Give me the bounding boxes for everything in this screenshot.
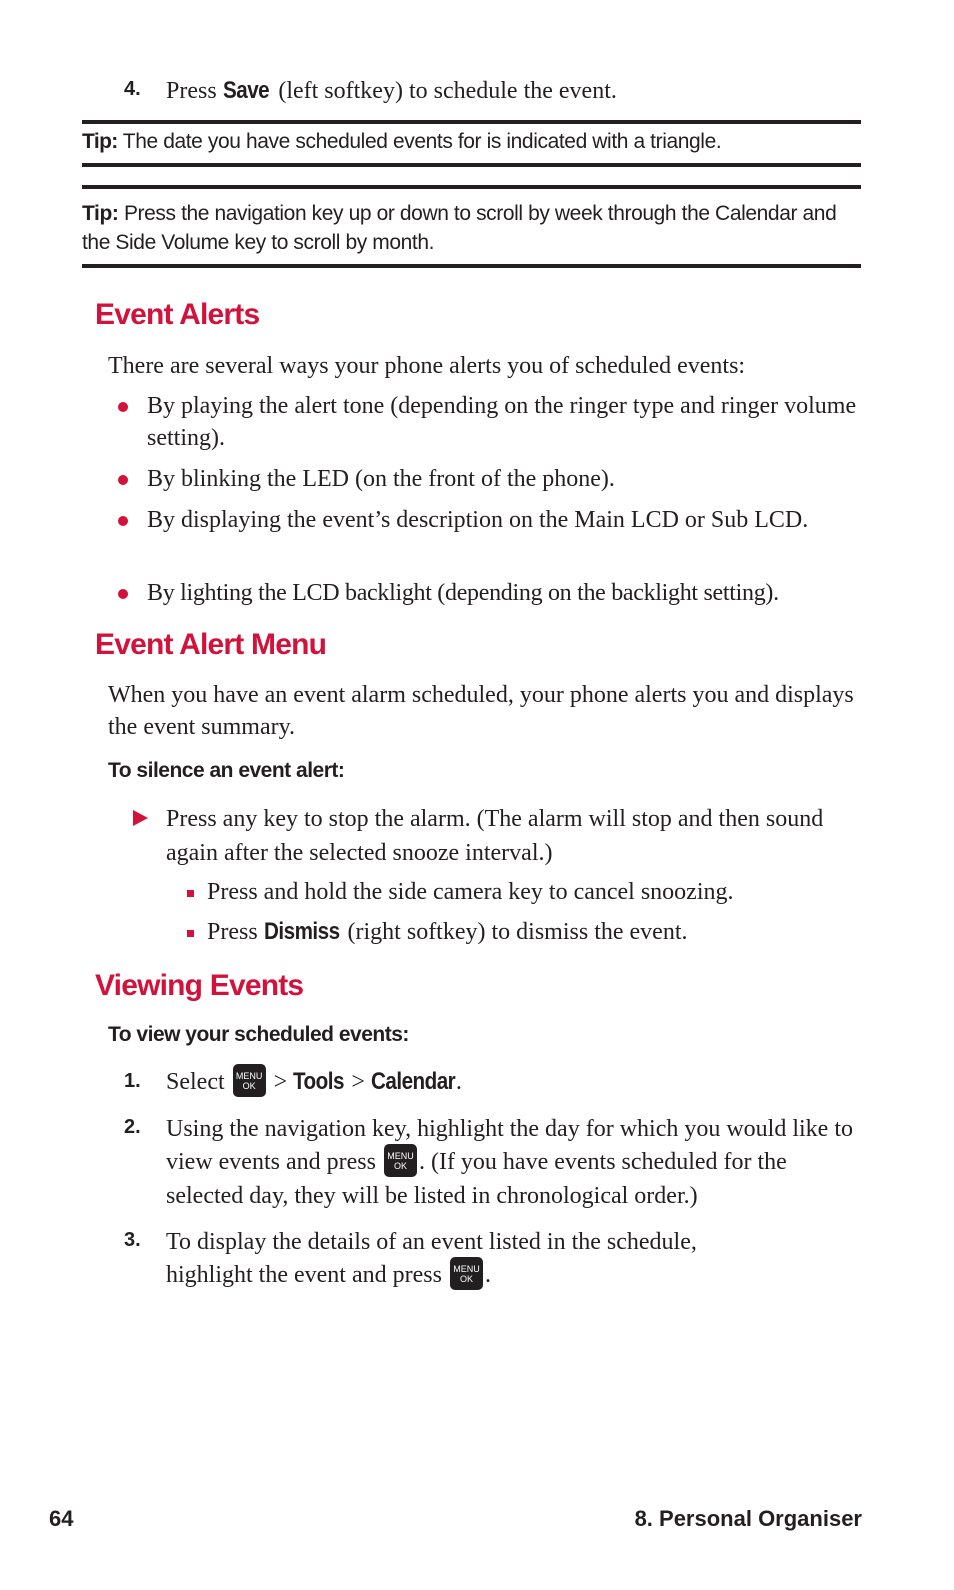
step-text <box>166 1113 858 1213</box>
step-pre: Select <box>166 1069 231 1095</box>
dismiss-post: (right softkey) to dismiss the event. <box>341 919 688 945</box>
step-pre: To display the details of an event listed in the schedule, highlight the event and press <box>166 1229 697 1288</box>
sub-list-item: Press and hold the side camera key to cancel snoozing. <box>207 879 734 905</box>
square-bullet-icon <box>187 930 194 937</box>
square-bullet-icon <box>187 890 194 897</box>
step-post: . (If you have events scheduled for the selected day, they will be listed in chronological order.) <box>166 1149 787 1209</box>
list-item: By displaying the event’s description on the Main LCD or Sub LCD. <box>147 507 809 533</box>
tip-rule-top <box>82 120 861 124</box>
silence-subheading: To silence an event alert: <box>108 759 345 782</box>
step-post: . <box>484 1262 491 1288</box>
section-heading-viewing-events: Viewing Events <box>95 969 304 1002</box>
tip-rule-top <box>82 185 861 189</box>
step-pre: Using the navigation key, highlight the day for which you would like to view events and press <box>166 1116 853 1175</box>
tip-rule-bottom <box>82 264 861 268</box>
tip-label: Tip: <box>82 202 119 225</box>
tip-rule-bottom <box>82 163 861 167</box>
menu-ok-key-icon: MENU OK <box>450 1257 483 1290</box>
event-alert-menu-intro: When you have an event alarm scheduled, your phone alerts you and displays the event summary. <box>108 682 854 740</box>
step-number: 3. <box>124 1229 141 1251</box>
step-pre: Press <box>166 78 223 104</box>
view-subheading: To view your scheduled events: <box>108 1023 409 1046</box>
save-key-label: Save <box>222 77 269 104</box>
page-number: 64 <box>49 1506 74 1531</box>
tools-label: Tools <box>293 1068 345 1095</box>
step-post: (left softkey) to schedule the event. <box>272 78 617 104</box>
arrow-list-item: Press any key to stop the alarm. (The alarm will stop and then sound again after the selected snooze interval.) <box>166 806 824 866</box>
step-number: 1. <box>124 1070 141 1092</box>
section-heading-event-alert-menu: Event Alert Menu <box>95 628 327 661</box>
separator: > <box>267 1069 294 1095</box>
list-item: By blinking the LED (on the front of the phone). <box>147 466 615 492</box>
menu-ok-key-icon: MENU OK <box>233 1064 266 1097</box>
step-number: 2. <box>124 1116 141 1138</box>
separator: > <box>345 1069 371 1095</box>
section-heading-event-alerts: Event Alerts <box>95 298 260 331</box>
dismiss-pre: Press <box>207 919 264 945</box>
bullet-icon <box>118 516 128 526</box>
calendar-label: Calendar <box>370 1068 456 1095</box>
tip-text: Press the navigation key up or down to scroll by week through the Calendar and the Side Volume key to scroll by month. <box>82 202 837 254</box>
section-title: 8. Personal Organiser <box>634 1506 862 1531</box>
step-number: 4. <box>124 78 141 100</box>
tip-2 <box>82 199 861 257</box>
step-text <box>166 75 856 107</box>
dismiss-key-label: Dismiss <box>263 918 340 945</box>
list-item: By lighting the LCD backlight (depending on the backlight setting). <box>147 580 779 606</box>
sub-list-item <box>207 916 857 948</box>
tip-1 <box>82 127 861 156</box>
step-text <box>166 1066 856 1100</box>
tip-label: Tip: <box>82 130 118 153</box>
menu-ok-key-icon: MENU OK <box>384 1144 417 1177</box>
bullet-icon <box>118 402 128 412</box>
tip-text: The date you have scheduled events for is indicated with a triangle. <box>117 130 722 153</box>
bullet-icon <box>118 589 128 599</box>
event-alerts-intro: There are several ways your phone alerts you of scheduled events: <box>108 353 746 379</box>
step-text <box>166 1226 766 1293</box>
arrow-bullet-icon <box>133 810 148 826</box>
list-item: By playing the alert tone (depending on the ringer type and ringer volume setting). <box>147 393 857 451</box>
step-end: . <box>455 1069 462 1095</box>
bullet-icon <box>118 475 128 485</box>
